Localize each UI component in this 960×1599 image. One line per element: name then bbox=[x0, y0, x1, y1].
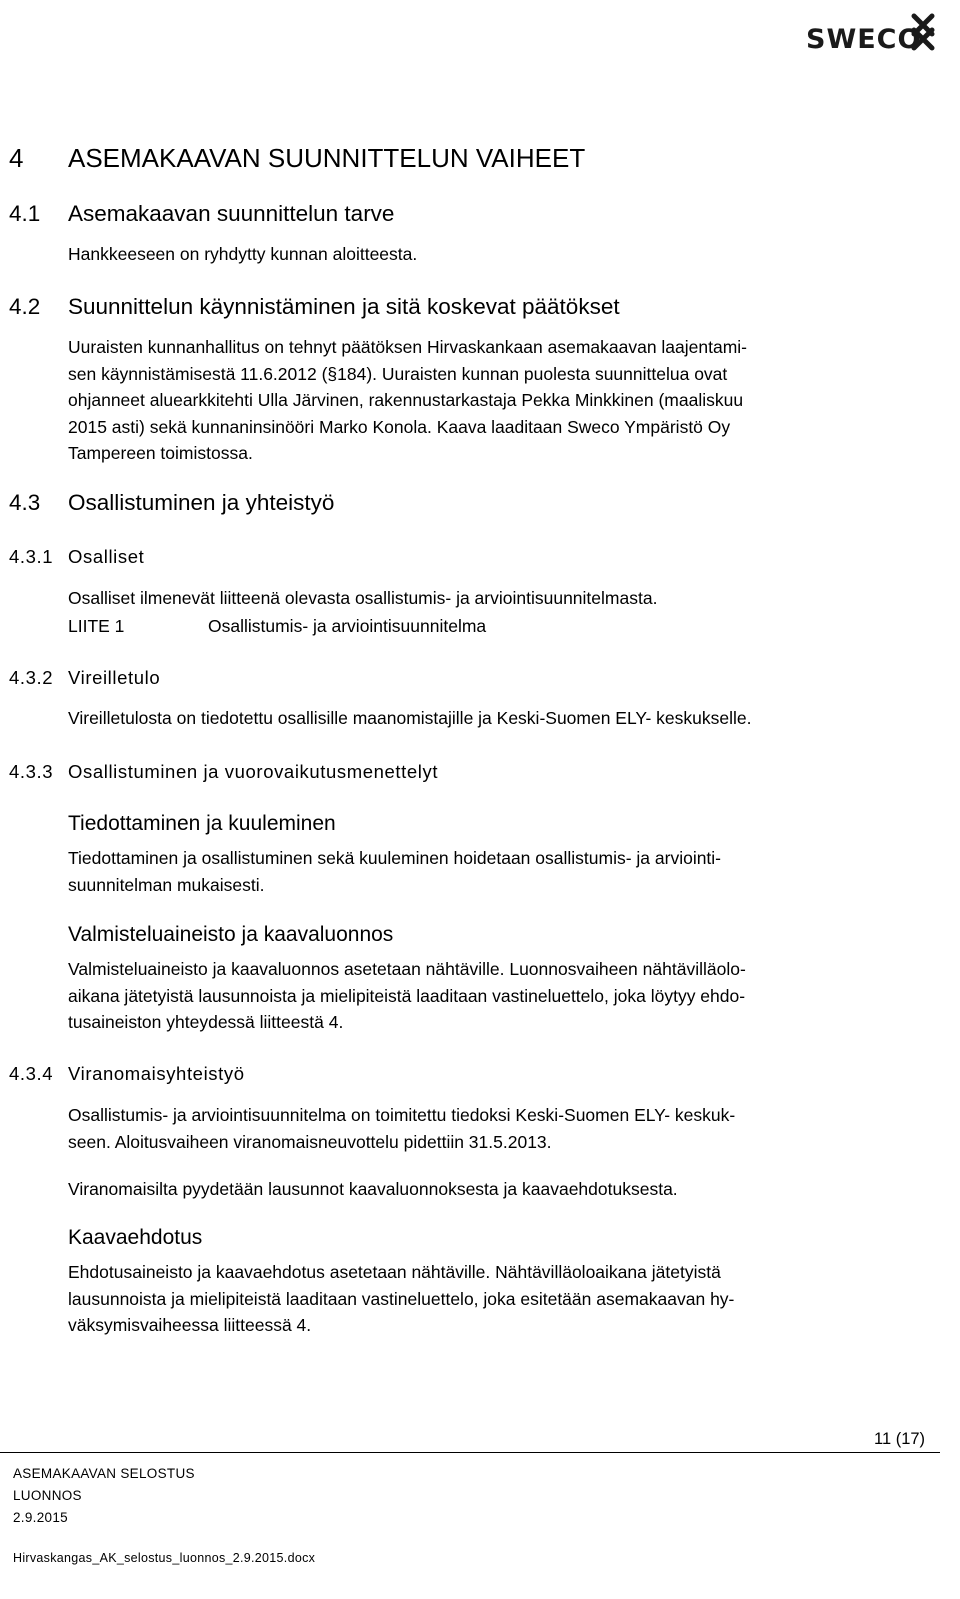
heading-3-title: Osalliset bbox=[68, 546, 145, 567]
text-line: Valmisteluaineisto ja kaavaluonnos asetetaan nähtäville. Luonnosvaiheen nähtävilläolo- bbox=[68, 959, 746, 979]
paragraph bbox=[68, 1102, 938, 1155]
footer-doc-subtitle: LUONNOS bbox=[13, 1488, 82, 1503]
footer-filename: Hirvaskangas_AK_selostus_luonnos_2.9.2015.docx bbox=[13, 1551, 316, 1565]
paragraph bbox=[68, 845, 938, 898]
text-line: aikana jätetyistä lausunnoista ja mielipiteistä laaditaan vastineluettelo, joka löytyy ehdo- bbox=[68, 985, 746, 1006]
text-line: Uuraisten kunnanhallitus on tehnyt päätöksen Hirvaskankaan asemakaavan laajentami- bbox=[68, 337, 748, 357]
text-line: väksymisvaiheessa liitteessä 4. bbox=[68, 1315, 312, 1335]
paragraph bbox=[68, 956, 938, 1036]
section-number: 4 bbox=[9, 143, 24, 173]
attachment-title: Osallistumis- ja arviointisuunnitelma bbox=[208, 616, 487, 636]
text-line: Tiedottaminen ja osallistuminen sekä kuuleminen hoidetaan osallistumis- ja arviointi- bbox=[68, 848, 722, 868]
sweco-logo-icon bbox=[906, 12, 940, 52]
heading-3-title: Vireilletulo bbox=[68, 667, 161, 688]
text-line: seen. Aloitusvaiheen viranomaisneuvottelu pidettiin 31.5.2013. bbox=[68, 1131, 552, 1152]
section-number: 4.1 bbox=[9, 201, 41, 226]
footer-date: 2.9.2015 bbox=[13, 1510, 68, 1525]
subheading: Tiedottaminen ja kuuleminen bbox=[68, 812, 336, 835]
heading-1 bbox=[9, 143, 23, 174]
attachment-label: LIITE 1 bbox=[68, 616, 125, 636]
logo-text: SWECO bbox=[806, 24, 922, 55]
footer-divider bbox=[0, 1452, 940, 1453]
paragraph: Osalliset ilmenevät liitteenä olevasta osallistumis- ja arviointisuunnitelmasta. bbox=[68, 588, 658, 608]
heading-3-title: Osallistuminen ja vuorovaikutusmenettelyt bbox=[68, 761, 439, 782]
paragraph bbox=[68, 334, 938, 467]
page-number: 11 (17) bbox=[874, 1430, 926, 1448]
section-number: 4.3.4 bbox=[9, 1063, 54, 1084]
text-line: Ehdotusaineisto ja kaavaehdotus asetetaan nähtäville. Nähtävilläoloaikana jätetyistä bbox=[68, 1262, 721, 1282]
section-number: 4.3.1 bbox=[9, 546, 54, 567]
heading-1-title: ASEMAKAAVAN SUUNNITTELUN VAIHEET bbox=[68, 143, 586, 173]
text-line: sen käynnistämisestä 11.6.2012 (§184). Uuraisten kunnan puolesta suunnittelua ovat bbox=[68, 363, 728, 384]
section-number: 4.3.2 bbox=[9, 667, 54, 688]
heading-3-title: Viranomaisyhteistyö bbox=[68, 1063, 245, 1084]
text-line: Tampereen toimistossa. bbox=[68, 443, 253, 463]
paragraph: Vireilletulosta on tiedotettu osallisille maanomistajille ja Keski-Suomen ELY- keskukselle. bbox=[68, 708, 752, 728]
paragraph bbox=[68, 1259, 938, 1339]
footer-doc-title: ASEMAKAAVAN SELOSTUS bbox=[13, 1466, 195, 1481]
section-number: 4.3 bbox=[9, 490, 41, 515]
text-line: suunnitelman mukaisesti. bbox=[68, 874, 265, 895]
text-line: Osallistumis- ja arviointisuunnitelma on toimitettu tiedoksi Keski-Suomen ELY- keskuk- bbox=[68, 1105, 736, 1125]
text-line: ohjanneet aluearkkitehti Ulla Järvinen, rakennustarkastaja Pekka Minkkinen (maaliskuu bbox=[68, 390, 744, 410]
text-line: lausunnoista ja mielipiteistä laaditaan vastineluettelo, joka esitetään asemakaavan hy- bbox=[68, 1288, 735, 1309]
section-number: 4.2 bbox=[9, 294, 41, 319]
text-line: tusaineiston yhteydessä liitteestä 4. bbox=[68, 1012, 344, 1032]
subheading: Valmisteluaineisto ja kaavaluonnos bbox=[68, 923, 394, 946]
subheading: Kaavaehdotus bbox=[68, 1226, 203, 1249]
paragraph: Hankkeeseen on ryhdytty kunnan aloitteesta. bbox=[68, 244, 418, 264]
paragraph: Viranomaisilta pyydetään lausunnot kaavaluonnoksesta ja kaavaehdotuksesta. bbox=[68, 1179, 678, 1199]
heading-2-title: Osallistuminen ja yhteistyö bbox=[68, 490, 335, 515]
text-line: 2015 asti) sekä kunnaninsinööri Marko Konola. Kaava laaditaan Sweco Ympäristö Oy bbox=[68, 416, 731, 437]
heading-2-title: Suunnittelun käynnistäminen ja sitä koskevat päätökset bbox=[68, 294, 620, 319]
heading-2-title: Asemakaavan suunnittelun tarve bbox=[68, 201, 395, 226]
section-number: 4.3.3 bbox=[9, 761, 54, 782]
